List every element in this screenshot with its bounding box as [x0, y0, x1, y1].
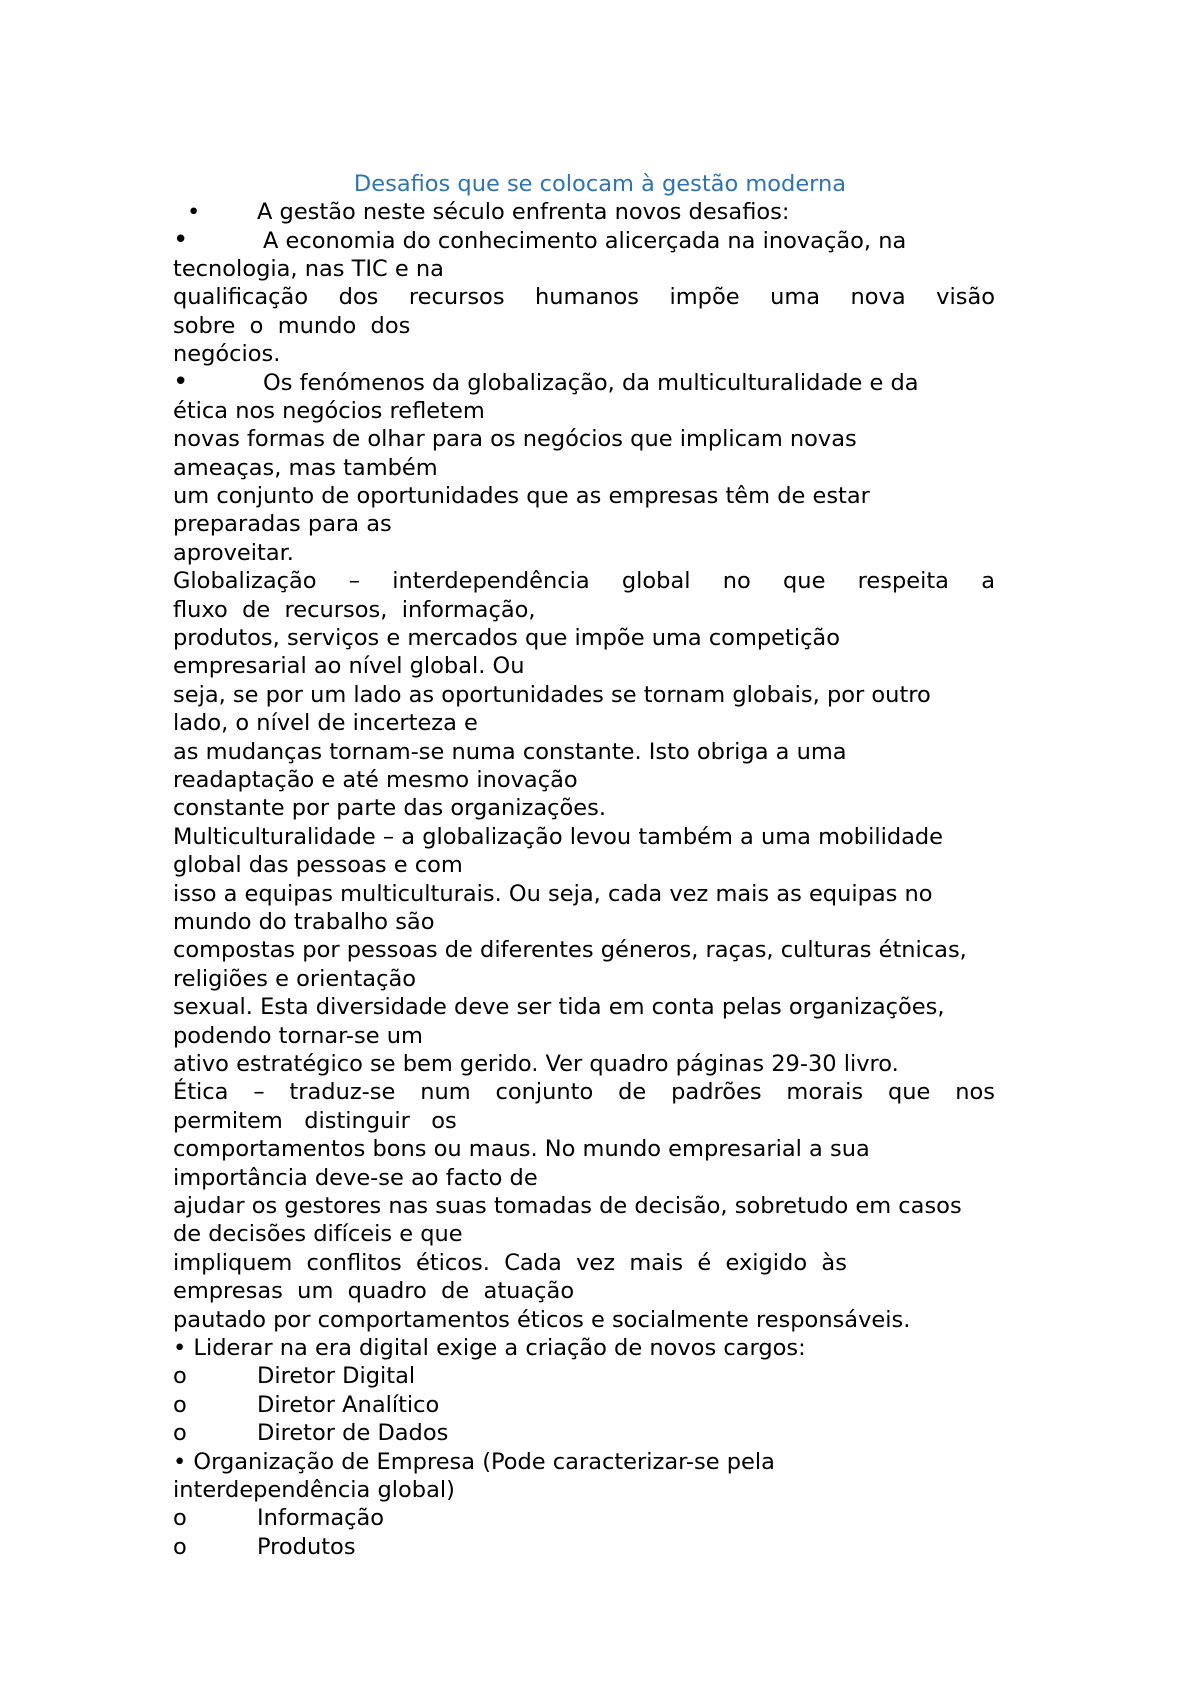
- body-line: [173, 993, 945, 1022]
- paragraph-text: comportamentos bons ou maus. No mundo empresarial a sua: [173, 1136, 870, 1163]
- paragraph-text: fluxo de recursos, informação,: [173, 596, 536, 623]
- list-item-text: Diretor de Dados: [257, 1420, 449, 1447]
- paragraph-text: Multiculturalidade – a globalização levou também a uma mobilidade: [173, 823, 944, 850]
- body-line: [173, 738, 847, 767]
- body-line: [173, 1022, 423, 1051]
- body-line: [173, 624, 840, 653]
- body-line: [173, 226, 906, 256]
- paragraph-text: aproveitar.: [173, 539, 294, 566]
- body-line: [173, 283, 995, 312]
- justified-text: Globalização – interdependência global no que respeita a: [173, 568, 995, 595]
- paragraph-text: permitem distinguir os: [173, 1107, 457, 1134]
- paragraph-text: isso a equipas multiculturais. Ou seja, cada vez mais as equipas no: [173, 880, 933, 907]
- bullet-marker: •: [173, 367, 189, 398]
- paragraph-text: • Organização de Empresa (Pode caracterizar-se pela: [173, 1448, 775, 1475]
- body-line: [173, 539, 294, 568]
- body-line: [173, 1306, 910, 1335]
- sub-list-marker: o: [173, 1391, 187, 1418]
- paragraph-text: seja, se por um lado as oportunidades se tornam globais, por outro: [173, 681, 931, 708]
- bullet-marker: •: [173, 225, 189, 256]
- body-line: [173, 1504, 384, 1533]
- paragraph-text: empresas um quadro de atuação: [173, 1278, 575, 1305]
- body-line: [173, 766, 578, 795]
- paragraph-text: negócios.: [173, 341, 281, 367]
- body-line: [173, 1135, 870, 1164]
- paragraph-text: novas formas de olhar para os negócios que implicam novas: [173, 426, 857, 453]
- paragraph-text: mundo do trabalho são: [173, 909, 435, 935]
- list-item-text: A economia do conhecimento alicerçada na inovação, na: [263, 228, 907, 255]
- body-line: [173, 823, 943, 852]
- paragraph-text: interdependência global): [173, 1477, 455, 1503]
- body-line: [173, 794, 606, 823]
- sub-list-marker: o: [173, 1420, 187, 1447]
- paragraph-text: constante por parte das organizações.: [173, 795, 606, 822]
- body-line: [173, 454, 438, 483]
- body-line: [173, 652, 525, 681]
- paragraph-text: readaptação e até mesmo inovação: [173, 767, 578, 793]
- list-item-text: Diretor Digital: [257, 1363, 416, 1390]
- justified-text: Ética – traduz-se num conjunto de padrões morais que nos: [173, 1079, 995, 1106]
- body-line: [173, 1362, 415, 1391]
- body-line: [173, 340, 280, 369]
- body-line: [173, 1334, 806, 1363]
- paragraph-text: religiões e orientação: [173, 965, 417, 992]
- paragraph-text: empresarial ao nível global. Ou: [173, 653, 525, 680]
- paragraph-text: produtos, serviços e mercados que impõe uma competição: [173, 625, 840, 651]
- body-line: [173, 1164, 538, 1193]
- body-line: [173, 681, 931, 710]
- sub-list-marker: o: [173, 1363, 187, 1390]
- paragraph-text: as mudanças tornam-se numa constante. Isto obriga a uma: [173, 738, 847, 765]
- body-line: [173, 1277, 574, 1306]
- paragraph-text: de decisões difíceis e que: [173, 1221, 463, 1248]
- sub-list-marker: o: [173, 1533, 187, 1560]
- paragraph-text: • Liderar na era digital exige a criação de novos cargos:: [173, 1335, 806, 1361]
- paragraph-text: ativo estratégico se bem gerido. Ver quadro páginas 29-30 livro.: [173, 1051, 899, 1077]
- list-item-text: Os fenómenos da globalização, da multiculturalidade e da: [263, 370, 919, 397]
- body-line: [173, 1391, 439, 1420]
- sub-list-marker: o: [173, 1505, 187, 1532]
- body-line: [173, 851, 463, 880]
- paragraph-text: pautado por comportamentos éticos e socialmente responsáveis.: [173, 1306, 911, 1333]
- body-line: [173, 1192, 962, 1221]
- paragraph-text: ajudar os gestores nas suas tomadas de decisão, sobretudo em casos: [173, 1193, 962, 1219]
- body-line: [173, 482, 870, 511]
- body-line: [173, 255, 444, 284]
- body-line: [173, 936, 967, 965]
- paragraph-text: global das pessoas e com: [173, 852, 463, 879]
- body-line: [173, 880, 933, 909]
- list-item-text: A gestão neste século enfrenta novos desafios:: [257, 199, 790, 225]
- body-line: [173, 425, 857, 454]
- body-line: [173, 312, 410, 341]
- paragraph-text: importância deve-se ao facto de: [173, 1164, 538, 1191]
- bullet-marker: •: [187, 199, 201, 225]
- justified-text: qualificação dos recursos humanos impõe uma nova visão: [173, 284, 995, 311]
- body-line: [173, 397, 485, 426]
- document-title: Desafios que se colocam à gestão moderna: [353, 171, 847, 197]
- body-line: [173, 1448, 775, 1477]
- paragraph-text: preparadas para as: [173, 511, 392, 538]
- body-line: [173, 1476, 455, 1505]
- list-item-text: Produtos: [257, 1533, 356, 1560]
- body-line: [173, 1249, 847, 1278]
- paragraph-text: ética nos negócios refletem: [173, 397, 485, 424]
- body-line: [173, 1050, 899, 1079]
- paragraph-text: tecnologia, nas TIC e na: [173, 255, 444, 282]
- body-line: [173, 596, 536, 625]
- list-item-text: Informação: [257, 1505, 385, 1532]
- body-line: [173, 510, 392, 539]
- body-line: [173, 965, 416, 994]
- paragraph-text: podendo tornar-se um: [173, 1022, 423, 1049]
- body-line: [173, 1078, 995, 1107]
- paragraph-text: sexual. Esta diversidade deve ser tida em conta pelas organizações,: [173, 994, 945, 1021]
- paragraph-text: ameaças, mas também: [173, 454, 438, 481]
- body-line: [173, 368, 919, 398]
- list-item-text: Diretor Analítico: [257, 1391, 440, 1418]
- body-line: [173, 908, 434, 937]
- paragraph-text: impliquem conflitos éticos. Cada vez mais é exigido às: [173, 1249, 847, 1276]
- paragraph-text: compostas por pessoas de diferentes géneros, raças, culturas étnicas,: [173, 937, 967, 964]
- body-line: [173, 1419, 448, 1448]
- body-line: [173, 1220, 463, 1249]
- paragraph-text: sobre o mundo dos: [173, 312, 411, 339]
- body-line: [173, 567, 995, 596]
- body-line: [173, 1107, 457, 1136]
- body-line: [173, 1533, 356, 1562]
- body-line: [173, 709, 478, 738]
- body-line: [173, 198, 789, 227]
- paragraph-text: lado, o nível de incerteza e: [173, 710, 478, 737]
- paragraph-text: um conjunto de oportunidades que as empresas têm de estar: [173, 483, 870, 509]
